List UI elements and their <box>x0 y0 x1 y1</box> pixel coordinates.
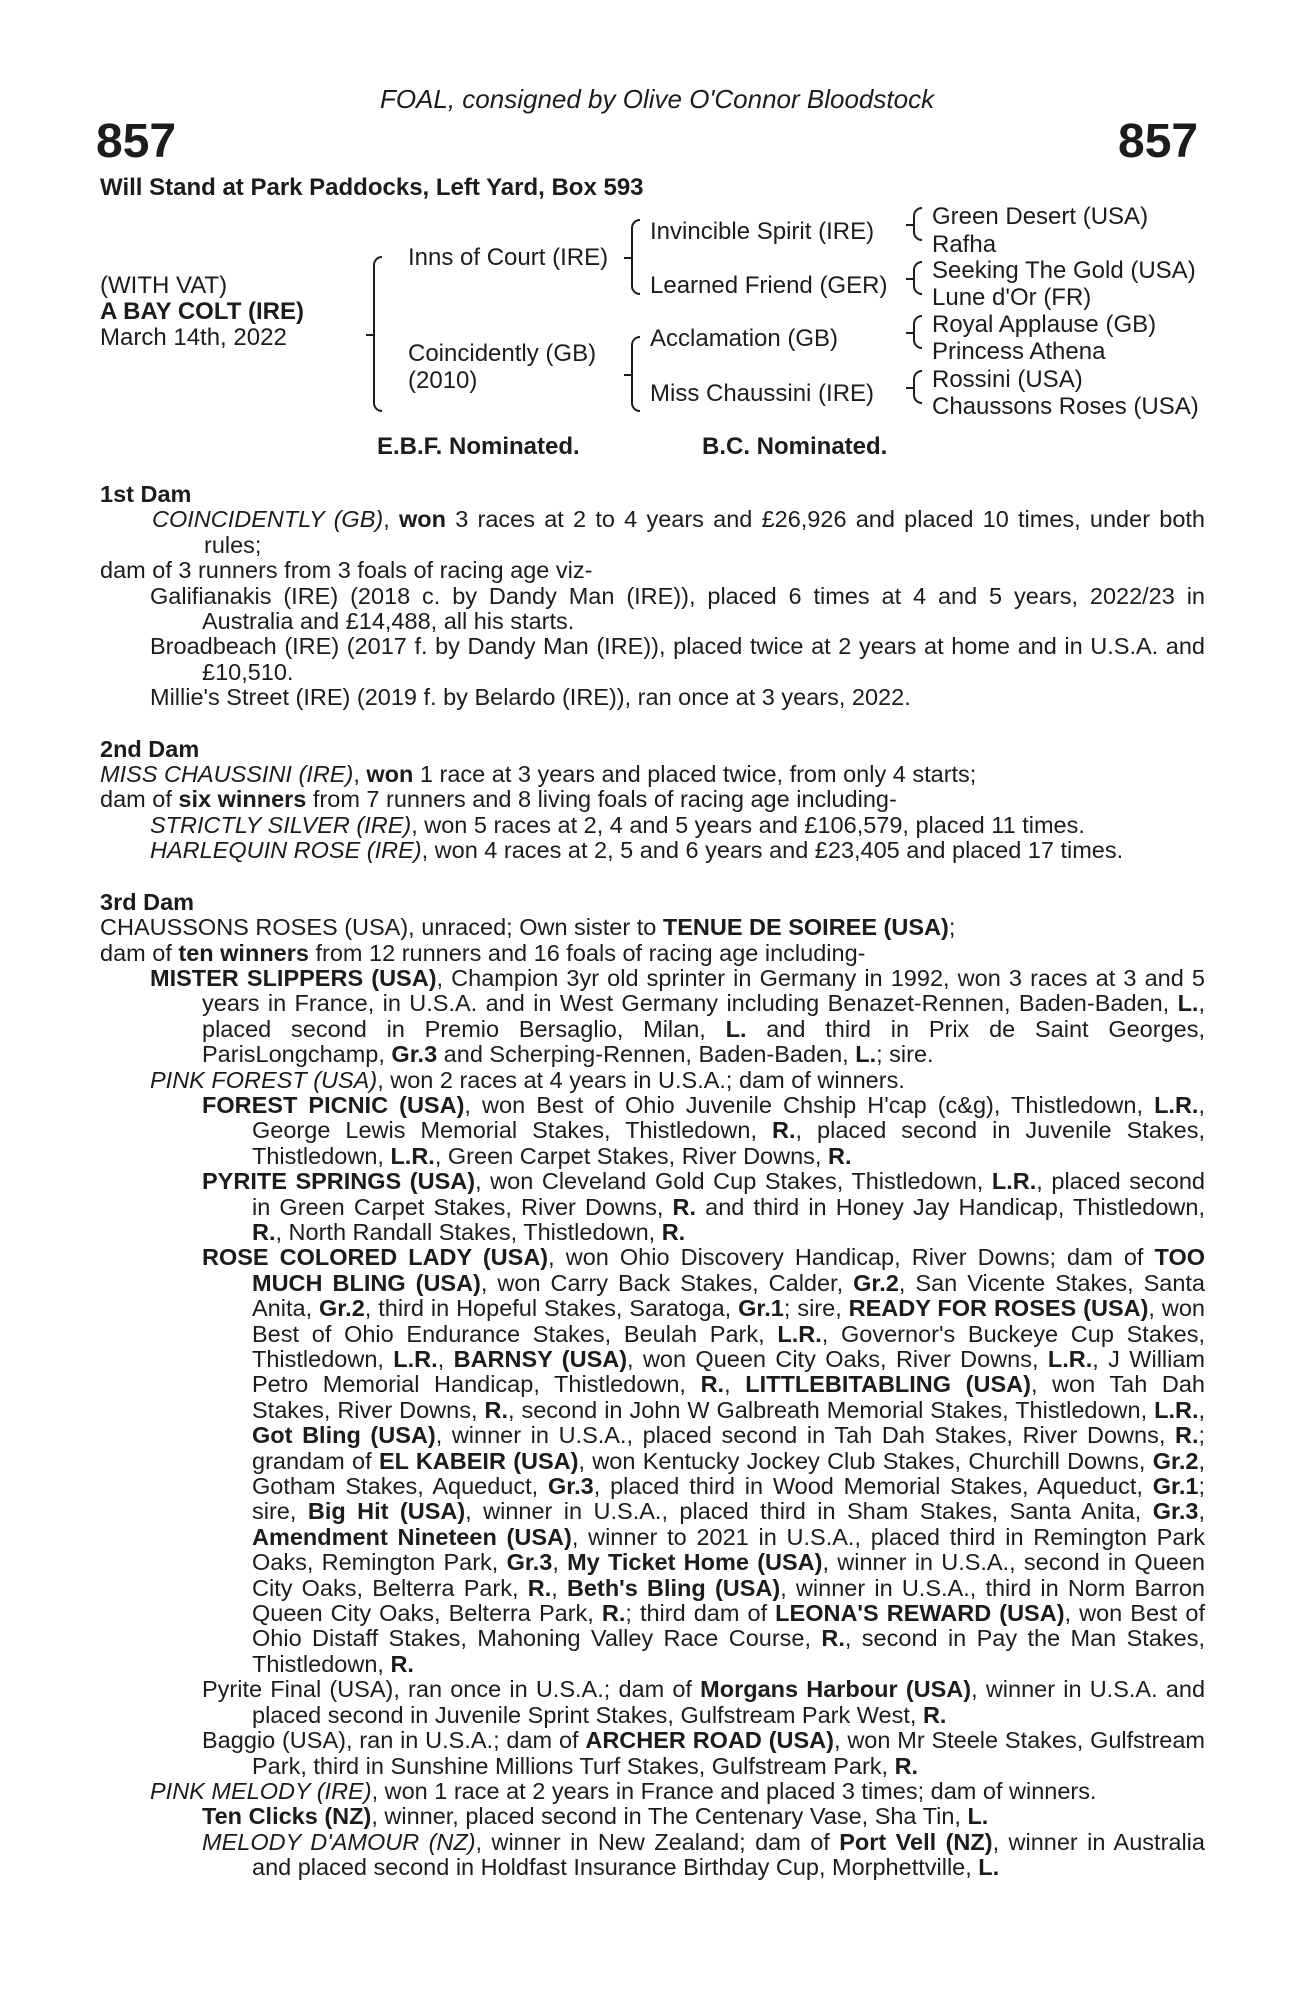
stand-location: Will Stand at Park Paddocks, Left Yard, Box 593 <box>100 174 644 201</box>
foaling-date: March 14th, 2022 <box>100 324 287 351</box>
first-dam-produce: dam of 3 runners from 3 foals of racing age viz- <box>100 557 593 584</box>
pedigree-gg1: Green Desert (USA) <box>932 203 1149 230</box>
first-dam-summary: COINCIDENTLY (GB), won 3 races at 2 to 4 years and £26,926 and placed 10 times, under both rules; <box>152 506 1205 558</box>
entry-pyrite-springs: PYRITE SPRINGS (USA), won Cleveland Gold Cup Stakes, Thistledown, L.R., placed second in Green Carpet Stakes, River Downs, R. and third in Honey Jay Handicap, Thistledown, R., North Randall Stakes, Thistledown, R. <box>202 1168 1205 1245</box>
second-dam-heading: 2nd Dam <box>100 735 200 762</box>
pedigree-gg6: Princess Athena <box>932 338 1106 365</box>
ebf-nomination: E.B.F. Nominated. <box>377 433 580 460</box>
entry-pyrite-final: Pyrite Final (USA), ran once in U.S.A.; dam of Morgans Harbour (USA), winner in U.S.A. and placed second in Juvenile Sprint Stakes, Gulfstream Park West, R. <box>202 1676 1206 1728</box>
third-dam-heading: 3rd Dam <box>100 888 195 915</box>
third-dam-summary: CHAUSSONS ROSES (USA), unraced; Own sister to TENUE DE SOIREE (USA); <box>100 914 956 941</box>
second-dam-summary: MISS CHAUSSINI (IRE), won 1 race at 3 years and placed twice, from only 4 starts; <box>100 761 977 788</box>
first-dam-offspring-2: Broadbeach (IRE) (2017 f. by Dandy Man (IRE)), placed twice at 2 years at home and in U.S.A. and £10,510. <box>150 633 1205 685</box>
entry-pink-forest: PINK FOREST (USA), won 2 races at 4 years in U.S.A.; dam of winners. <box>150 1066 905 1093</box>
pedigree-gg4: Lune d'Or (FR) <box>932 284 1092 311</box>
pedigree-gg7: Rossini (USA) <box>932 366 1083 393</box>
pedigree-sire-sire: Invincible Spirit (IRE) <box>650 218 875 245</box>
entry-ten-clicks: Ten Clicks (NZ), winner, placed second in The Centenary Vase, Sha Tin, L. <box>202 1803 989 1830</box>
second-dam-produce: dam of six winners from 7 runners and 8 living foals of racing age including- <box>100 786 897 813</box>
pedigree-bracket-sire <box>631 219 640 295</box>
second-dam-offspring-1: STRICTLY SILVER (IRE), won 5 races at 2, 4 and 5 years and £106,579, placed 11 times. <box>150 811 1085 838</box>
pedigree-gg2: Rafha <box>932 231 997 258</box>
first-dam-heading: 1st Dam <box>100 481 192 507</box>
lot-number-left: 857 <box>96 115 177 168</box>
entry-melody-damour: MELODY D'AMOUR (NZ), winner in New Zealand; dam of Port Vell (NZ), winner in Australia and placed second in Holdfast Insurance Birthday Cup, Morphettville, L. <box>202 1828 1205 1881</box>
bc-nomination: B.C. Nominated. <box>702 433 888 460</box>
pedigree-dam-year: (2010) <box>408 367 478 394</box>
lot-title: A BAY COLT (IRE) <box>100 298 305 325</box>
pedigree-dam-dam: Miss Chaussini (IRE) <box>650 380 875 407</box>
entry-mister-slippers: MISTER SLIPPERS (USA), Champion 3yr old sprinter in Germany in 1992, won 3 races at 3 and 5 years in France, in U.S.A. and in West Germany including Benazet-Rennen, Baden-Baden, L., placed second in Premio Bersaglio, Milan, L. and third in Prix de Saint Georges, ParisLongchamp, Gr.3 and Scherping-Rennen, Baden-Baden, L.; sire. <box>150 964 1205 1068</box>
pedigree-dam-sire: Acclamation (GB) <box>650 325 839 352</box>
second-dam-offspring-2: HARLEQUIN ROSE (IRE), won 4 races at 2, 5 and 6 years and £23,405 and placed 17 times. <box>150 837 1124 864</box>
pedigree-bracket-g1 <box>913 207 922 241</box>
pedigree-bracket-main <box>373 256 382 412</box>
pedigree-bracket-g4 <box>913 370 922 404</box>
produce-record <box>100 482 1205 1881</box>
pedigree-sire-dam: Learned Friend (GER) <box>650 272 888 299</box>
first-dam-offspring-1: Galifianakis (IRE) (2018 c. by Dandy Man (IRE)), placed 6 times at 4 and 5 years, 2022/23 in Australia and £14,488, all his starts. <box>150 582 1205 635</box>
first-dam-offspring-3: Millie's Street (IRE) (2019 f. by Belardo (IRE)), ran once at 3 years, 2022. <box>150 684 911 711</box>
pedigree-sire: Inns of Court (IRE) <box>408 244 609 271</box>
lot-number-right: 857 <box>1118 115 1199 168</box>
third-dam-produce: dam of ten winners from 12 runners and 16 foals of racing age including- <box>100 939 866 966</box>
pedigree-gg5: Royal Applause (GB) <box>932 311 1157 338</box>
pedigree-bracket-g2 <box>913 261 922 295</box>
entry-forest-picnic: FOREST PICNIC (USA), won Best of Ohio Juvenile Chship H'cap (c&g), Thistledown, L.R., George Lewis Memorial Stakes, Thistledown, R., placed second in Juvenile Stakes, Thistledown, L.R., Green Carpet Stakes, River Downs, R. <box>202 1091 1205 1169</box>
vat-note: (WITH VAT) <box>100 272 228 299</box>
entry-baggio: Baggio (USA), ran in U.S.A.; dam of ARCHER ROAD (USA), won Mr Steele Stakes, Gulfstream Park, third in Sunshine Millions Turf Stakes, Gulfstream Park, R. <box>202 1727 1206 1779</box>
pedigree-dam: Coincidently (GB) <box>408 340 597 367</box>
entry-rose-colored-lady: ROSE COLORED LADY (USA), won Ohio Discovery Handicap, River Downs; dam of TOO MUCH BLING (USA), won Carry Back Stakes, Calder, Gr.2, San Vicente Stakes, Santa Anita, Gr.2, third in Hopeful Stakes, Saratoga, Gr.1; sire, READY FOR ROSES (USA), won Best of Ohio Endurance Stakes, Beulah Park, L.R., Governor's Buckeye Cup Stakes, Thistledown, L.R., BARNSY (USA), won Queen City Oaks, River Downs, L.R., J William Petro Memorial Handicap, Thistledown, R., LITTLEBITABLING (USA), won Tah Dah Stakes, River Downs, R., second in John W Galbreath Memorial Stakes, Thistledown, L.R., Got Bling (USA), winner in U.S.A., placed second in Tah Dah Stakes, River Downs, R.; grandam of EL KABEIR (USA), won Kentucky Jockey Club Stakes, Churchill Downs, Gr.2, Gotham Stakes, Aqueduct, Gr.3, placed third in Wood Memorial Stakes, Aqueduct, Gr.1; sire, Big Hit (USA), winner in U.S.A., placed third in Sham Stakes, Santa Anita, Gr.3, Amendment Nineteen (USA), winner to 2021 in U.S.A., placed third in Remington Park Oaks, Remington Park, Gr.3, My Ticket Home (USA), winner in U.S.A., second in Queen City Oaks, Belterra Park, R., Beth's Bling (USA), winner in U.S.A., third in Norm Barron Queen City Oaks, Belterra Park, R.; third dam of LEONA'S REWARD (USA), won Best of Ohio Distaff Stakes, Mahoning Valley Race Course, R., second in Pay the Man Stakes, Thistledown, R. <box>202 1244 1206 1677</box>
consignor-caption: FOAL, consigned by Olive O'Connor Bloodstock <box>379 84 935 114</box>
entry-pink-melody: PINK MELODY (IRE), won 1 race at 2 years in France and placed 3 times; dam of winners. <box>150 1777 1097 1804</box>
pedigree-bracket-dam <box>631 336 640 412</box>
pedigree-bracket-g3 <box>913 315 922 349</box>
pedigree-gg8: Chaussons Roses (USA) <box>932 393 1199 420</box>
pedigree-gg3: Seeking The Gold (USA) <box>932 257 1196 284</box>
